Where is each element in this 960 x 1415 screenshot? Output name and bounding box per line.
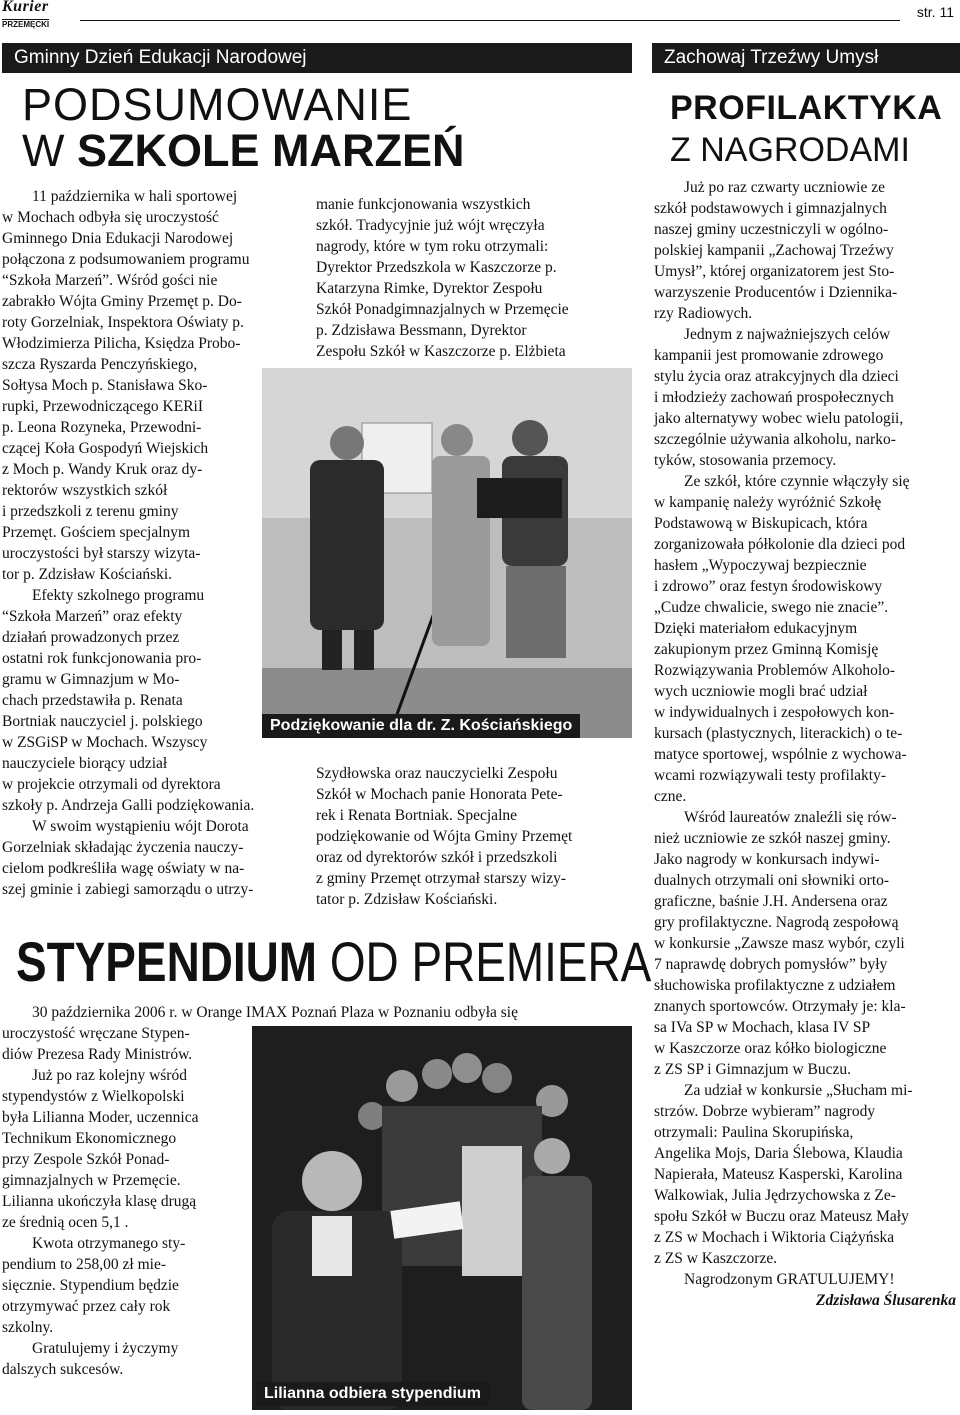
text-line: Dzięki materiałom edukacyjnym xyxy=(654,620,858,637)
text-line: Przemęt. Gościem specjalnym xyxy=(2,524,191,541)
text-line: Efekty szkolnego programu xyxy=(32,587,205,604)
right-section-bar: Zachowaj Trzeźwy Umysł xyxy=(652,43,960,73)
text-line: działań prowadzonych przez xyxy=(2,629,180,646)
text-line: gimnazjalnych w Przemęcie. xyxy=(2,1172,181,1189)
text-line: ostatni rok funkcjonowania pro- xyxy=(2,650,202,667)
text-line: i przedszkoli z terenu gminy xyxy=(2,503,179,520)
text-line: sięcznie. Stypendium będzie xyxy=(2,1277,179,1294)
text-line: w kampanię należy wyróżnić Szkołę xyxy=(654,494,882,511)
text-line: Gorzelniak składając życzenia nauczy- xyxy=(2,839,244,856)
text-line: szkół. Tradycyjnie już wójt wręczyła xyxy=(316,217,545,234)
masthead-logo xyxy=(2,0,74,29)
text-line: Już po raz czwarty uczniowie ze xyxy=(684,179,885,196)
text-line: rzy Radiowych. xyxy=(654,305,753,322)
text-line: w Mochach odbyła się uroczystość xyxy=(2,209,219,226)
text-line: i zdrowo” oraz festyn środowiskowy xyxy=(654,578,883,595)
text-line: Katarzyna Rimke, Dyrektor Zespołu xyxy=(316,280,543,297)
text-line: wcami rozwiązywali testy profilakty- xyxy=(654,767,886,784)
text-line: stylu życia oraz atrakcyjnych dla dzieci xyxy=(654,368,899,385)
text-line: dalszych sukcesów. xyxy=(2,1361,124,1378)
text-line: z ZS w Mochach i Wiktoria Ciążyńska xyxy=(654,1229,895,1246)
text-line: otrzymali: Paulina Skorupińska, xyxy=(654,1124,854,1141)
text-line: 7 naprawdę dobrych pomysłów” były xyxy=(654,956,888,973)
text-line: Jednym z najważniejszych celów xyxy=(684,326,891,343)
text-line: Napierała, Mateusz Kasperski, Karolina xyxy=(654,1166,903,1183)
text-line: cielom podkreśliła wagę oświaty w na- xyxy=(2,860,245,877)
text-line: tor p. Zdzisław Kościański. xyxy=(2,566,173,583)
text-line: Dyrektor Przedszkola w Kaszczorze p. xyxy=(316,259,557,276)
text-line: roty Gorzelniak, Inspektora Oświaty p. xyxy=(2,314,244,331)
scholarship-photo-illustration xyxy=(252,1026,632,1410)
text-line: Technikum Ekonomicznego xyxy=(2,1130,177,1147)
text-line: z ZS SP i Gimnazjum w Buczu. xyxy=(654,1061,852,1078)
text-line: nagrody, które w tym roku otrzymali: xyxy=(316,238,549,255)
text-line: Jako nagrody w konkursach indywi- xyxy=(654,851,880,868)
text-line: wych uczniowie mogli brać udział xyxy=(654,683,868,700)
right-headline-light: Z NAGRODAMI xyxy=(670,131,910,169)
text-line: Umysł”, której organizatorem jest Sto- xyxy=(654,263,895,280)
text-line: uroczystość wręczane Stypen- xyxy=(2,1025,190,1042)
ceremony-photo-illustration xyxy=(262,368,632,738)
text-line: Już po raz kolejny wśród xyxy=(32,1067,187,1084)
text-line: Kwota otrzymanego sty- xyxy=(32,1235,186,1252)
headline-prefix: W xyxy=(22,125,65,176)
text-line: dualnych otrzymali oni słowniki orto- xyxy=(654,872,890,889)
text-line: szkół podstawowych i gimnazjalnych xyxy=(654,200,887,217)
text-line: „Cudze chwalicie, swego nie znacie”. xyxy=(654,599,889,616)
ceremony-photo xyxy=(262,368,632,738)
text-line: Za udział w konkursie „Słucham mi- xyxy=(684,1082,913,1099)
text-line: w projekcie otrzymali od dyrektora xyxy=(2,776,221,793)
text-line: przy Zespole Szkół Ponad- xyxy=(2,1151,170,1168)
text-line: graficzne, baśnie J.H. Andersena oraz xyxy=(654,893,888,910)
text-line: w ZSGiSP w Mochach. Wszyscy xyxy=(2,734,208,751)
text-line: warzyszenie Producentów i Dziennika- xyxy=(654,284,898,301)
text-line: w konkursie „Zawsze masz wybór, czyli xyxy=(654,935,905,952)
text-line: matyce sportowej, wspólnie z wychowa- xyxy=(654,746,907,763)
text-line: diów Prezesa Rady Ministrów. xyxy=(2,1046,193,1063)
text-line: słuchowiska profilaktyczne z udziałem xyxy=(654,977,896,994)
text-line: chach przedstawiła p. Renata xyxy=(2,692,183,709)
text-line: z ZS w Kaszczorze. xyxy=(654,1250,778,1267)
left-headline-line1: PODSUMOWANIE xyxy=(22,79,413,130)
text-line: jako alternatywy wobec wielu patologii, xyxy=(654,410,904,427)
text-line: hasłem „Wypoczywaj bezpiecznie xyxy=(654,557,867,574)
text-line: 11 października w hali sportowej xyxy=(32,188,238,205)
scholarship-headline xyxy=(16,930,651,994)
text-line: Sołtysa Moch p. Stanisława Sko- xyxy=(2,377,208,394)
left-tail-text xyxy=(2,774,302,900)
text-line: p. Leona Rozyneka, Przewodni- xyxy=(2,419,202,436)
text-line: w indywidualnych i zespołowych kon- xyxy=(654,704,895,721)
text-line: Walkowiak, Julia Jędrzychowska z Ze- xyxy=(654,1187,896,1204)
text-line: Angelika Mojs, Daria Ślebowa, Klaudia xyxy=(654,1145,903,1162)
text-line: kampanii jest promowanie zdrowego xyxy=(654,347,884,364)
text-line: manie funkcjonowania wszystkich xyxy=(316,196,531,213)
text-line: była Lilianna Moder, uczennica xyxy=(2,1109,199,1126)
text-line: z Moch p. Wandy Kruk oraz dy- xyxy=(2,461,203,478)
logo-bottom-text: PRZEMĘCKI xyxy=(2,20,50,29)
text-line: zabrakło Wójta Gminy Przemęt p. Do- xyxy=(2,293,242,310)
text-line: sa IVa SP w Mochach, klasa IV SP xyxy=(654,1019,871,1036)
text-line: i młodzieży zachowań prospołecznych xyxy=(654,389,894,406)
middle-top-text xyxy=(316,194,630,362)
text-line: “Szkoła Marzeń” oraz efekty xyxy=(2,608,183,625)
logo-top-text: Kurier xyxy=(2,0,49,15)
text-line: zakupionym przez Gminną Komisję xyxy=(654,641,879,658)
text-line: podziękowanie od Wójta Gminy Przemęt xyxy=(316,828,573,845)
right-article-text xyxy=(654,177,956,1311)
headline-bold: SZKOLE MARZEŃ xyxy=(77,125,465,176)
text-line: Podstawową w Biskupicach, która xyxy=(654,515,868,532)
text-line: rupki, Przewodniczącego KERiI xyxy=(2,398,204,415)
masthead-rule xyxy=(80,20,900,21)
text-line: Szkół w Mochach panie Honorata Pete- xyxy=(316,786,563,803)
right-headline-bold: PROFILAKTYKA xyxy=(670,89,943,127)
text-line: p. Zdzisława Bessmann, Dyrektor xyxy=(316,322,527,339)
text-line: szkoły p. Andrzeja Galli podziękowania. xyxy=(2,797,255,814)
text-line: szcza Ryszarda Penczyńskiego, xyxy=(2,356,198,373)
text-line: Włodzimierza Pilicha, Księdza Probo- xyxy=(2,335,241,352)
left-lead-text xyxy=(2,186,302,375)
text-line: Rozwiązywania Problemów Alkoholo- xyxy=(654,662,896,679)
left-narrow-text xyxy=(2,375,248,774)
text-line: Lilianna ukończyła klasę drugą xyxy=(2,1193,197,1210)
text-line: nauczyciele biorący udział xyxy=(2,755,168,772)
text-line: tator p. Zdzisław Kościański. xyxy=(316,891,498,908)
text-line: oraz od dyrektorów szkół i przedszkoli xyxy=(316,849,558,866)
middle-bottom-text xyxy=(316,763,630,910)
text-line: rektorów wszystkich szkół xyxy=(2,482,168,499)
text-line: szkolny. xyxy=(2,1319,54,1336)
text-line: naszej gminy uczestniczyli w ogólno- xyxy=(654,221,889,238)
text-line: Szkół Ponadgimnazjalnych w Przemęcie xyxy=(316,301,569,318)
text-line: strzów. Dobrze wybieram” nagrody xyxy=(654,1103,876,1120)
text-line: W swoim wystąpieniu wójt Dorota xyxy=(32,818,249,835)
text-line: czącej Koła Gospodyń Wiejskich xyxy=(2,440,209,457)
text-line: tyków, stosowania przemocy. xyxy=(654,452,837,469)
left-section-bar: Gminny Dzień Edukacji Narodowej xyxy=(2,43,632,73)
ceremony-photo-caption: Podziękowanie dla dr. Z. Kościańskiego xyxy=(262,714,580,738)
text-line: nież uczniowie ze szkół naszej gminy. xyxy=(654,830,891,847)
headline-light: OD PREMIERA xyxy=(329,930,652,993)
scholarship-first-line: 30 października 2006 r. w Orange IMAX Poznań Plaza w Poznaniu odbyła się xyxy=(32,1004,518,1021)
text-line: w Kaszczorze oraz kółko biologiczne xyxy=(654,1040,887,1057)
text-line: znanych sportowców. Otrzymały je: kla- xyxy=(654,998,906,1015)
text-line: Nagrodzonym GRATULUJEMY! xyxy=(684,1271,895,1288)
text-line: Szydłowska oraz nauczycielki Zespołu xyxy=(316,765,558,782)
text-line: ze średnią ocen 5,1 . xyxy=(2,1214,129,1231)
scholarship-photo xyxy=(252,1026,632,1410)
text-line: gry profilaktyczne. Nagrodą zespołową xyxy=(654,914,899,931)
text-line: stypendystów z Wielkopolski xyxy=(2,1088,185,1105)
text-line: “Szkoła Marzeń”. Wśród gości nie xyxy=(2,272,218,289)
text-line: zorganizowała półkolonie dla dzieci pod xyxy=(654,536,906,553)
text-line: czne. xyxy=(654,788,687,805)
text-line: kursach (plastycznych, literackich) o te- xyxy=(654,725,903,742)
text-line: z gminy Przemęt otrzymał starszy wizy- xyxy=(316,870,567,887)
signature: Zdzisława Ślusarenka xyxy=(816,1292,956,1309)
text-line: szej gminie i zabiegi samorządu o utrzy- xyxy=(2,881,254,898)
text-line: polskiej kampanii „Zachowaj Trzeźwy xyxy=(654,242,894,259)
text-line: otrzymywać przez cały rok xyxy=(2,1298,171,1315)
left-headline-line2 xyxy=(22,125,465,176)
text-line: społu Szkół w Buczu oraz Mateusz Mały xyxy=(654,1208,909,1225)
text-line: Bortniak nauczyciel j. polskiego xyxy=(2,713,203,730)
text-line: szczególnie używania alkoholu, narko- xyxy=(654,431,896,448)
text-line: połączona z podsumowaniem programu xyxy=(2,251,250,268)
page-number: str. 11 xyxy=(916,4,954,20)
headline-bold: STYPENDIUM xyxy=(16,930,318,993)
text-line: gramu w Gimnazjum w Mo- xyxy=(2,671,180,688)
text-line: Wśród laureatów znaleźli się rów- xyxy=(684,809,897,826)
text-line: rek i Renata Bortniak. Specjalne xyxy=(316,807,518,824)
scholarship-photo-caption: Lilianna odbiera stypendium xyxy=(256,1382,489,1406)
text-line: Gminnego Dnia Edukacji Narodowej xyxy=(2,230,234,247)
text-line: Zespołu Szkół w Kaszczorze p. Elżbieta xyxy=(316,343,566,360)
scholarship-text xyxy=(2,1023,234,1380)
text-line: uroczystości był starszy wizyta- xyxy=(2,545,201,562)
text-line: Gratulujemy i życzymy xyxy=(32,1340,179,1357)
text-line: Ze szkół, które czynnie włączyły się xyxy=(684,473,910,490)
text-line: pendium to 258,00 zł mie- xyxy=(2,1256,167,1273)
